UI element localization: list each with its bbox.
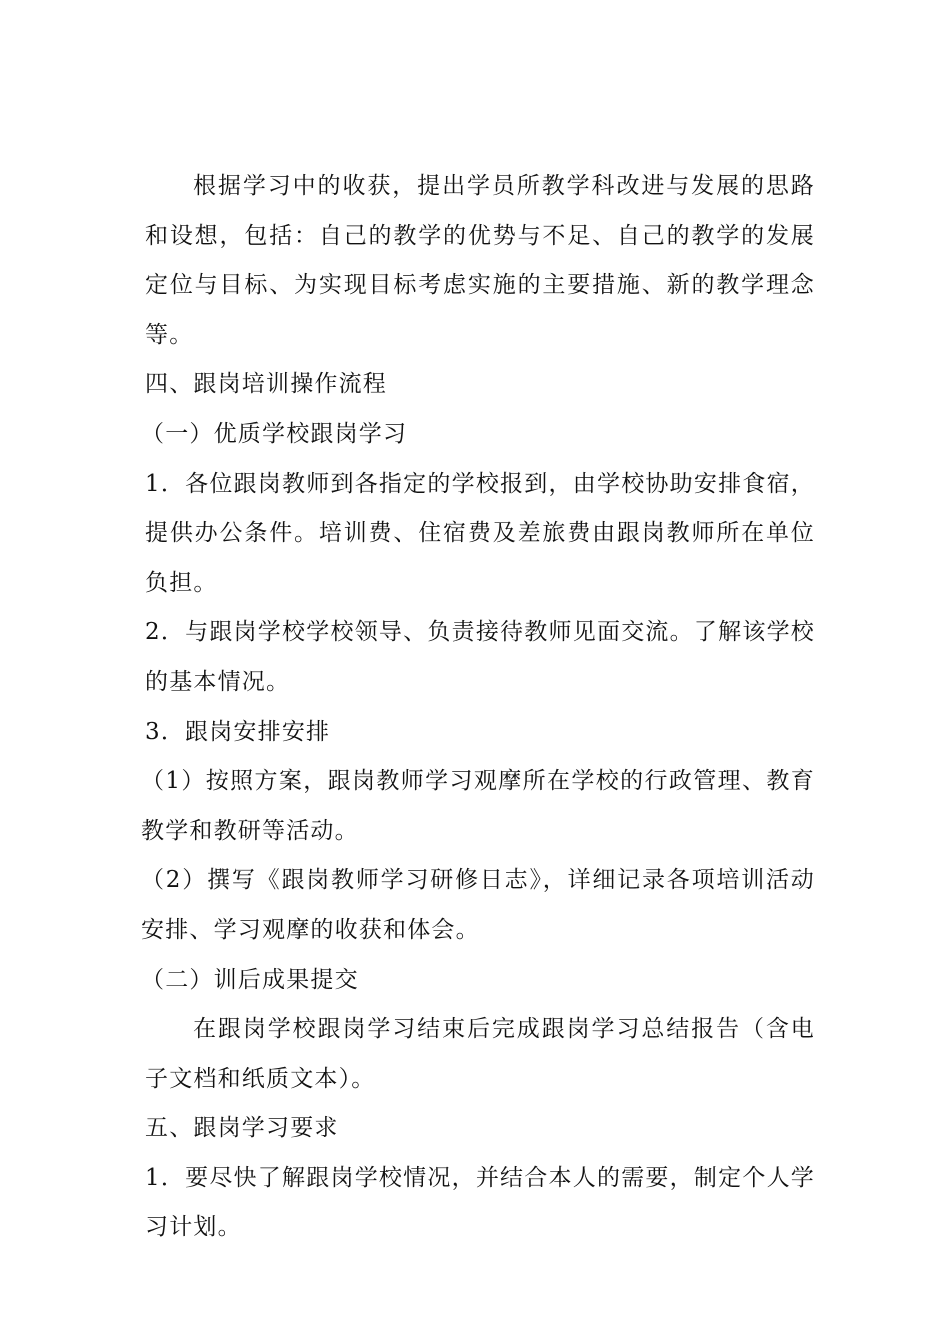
list-item-3: 3．跟岗安排安排 <box>145 718 331 745</box>
list-item-2: 2．与跟岗学校学校领导、负责接待教师见面交流。了解该学校的基本情况。 <box>145 619 815 695</box>
list-item-requirement-1: 1．要尽快了解跟岗学校情况，并结合本人的需要，制定个人学习计划。 <box>145 1164 815 1241</box>
subheading-results: （二）训后成果提交 <box>141 966 359 993</box>
sub-item-1: （1）按照方案，跟岗教师学习观摩所在学校的行政管理、教育教学和教研等活动。 <box>141 768 815 844</box>
heading-section-five: 五、跟岗学习要求 <box>145 1115 339 1142</box>
paragraph-reflection: 根据学习中的收获，提出学员所教学科改进与发展的思路和设想，包括：自己的教学的优势与不足、自己的教学的发展定位与目标、为实现目标考虑实施的主要措施、新的教学理念等。 <box>145 173 815 348</box>
heading-section-four: 四、跟岗培训操作流程 <box>145 371 387 398</box>
document-body <box>141 162 815 1253</box>
subheading-quality-school: （一）优质学校跟岗学习 <box>141 420 408 447</box>
paragraph-results: 在跟岗学校跟岗学习结束后完成跟岗学习总结报告（含电子文档和纸质文本）。 <box>145 1016 815 1092</box>
sub-item-2: （2）撰写《跟岗教师学习研修日志》，详细记录各项培训活动安排、学习观摩的收获和体会。 <box>141 867 815 943</box>
list-item-1: 1．各位跟岗教师到各指定的学校报到，由学校协助安排食宿，提供办公条件。培训费、住宿费及差旅费由跟岗教师所在单位负担。 <box>145 470 815 596</box>
